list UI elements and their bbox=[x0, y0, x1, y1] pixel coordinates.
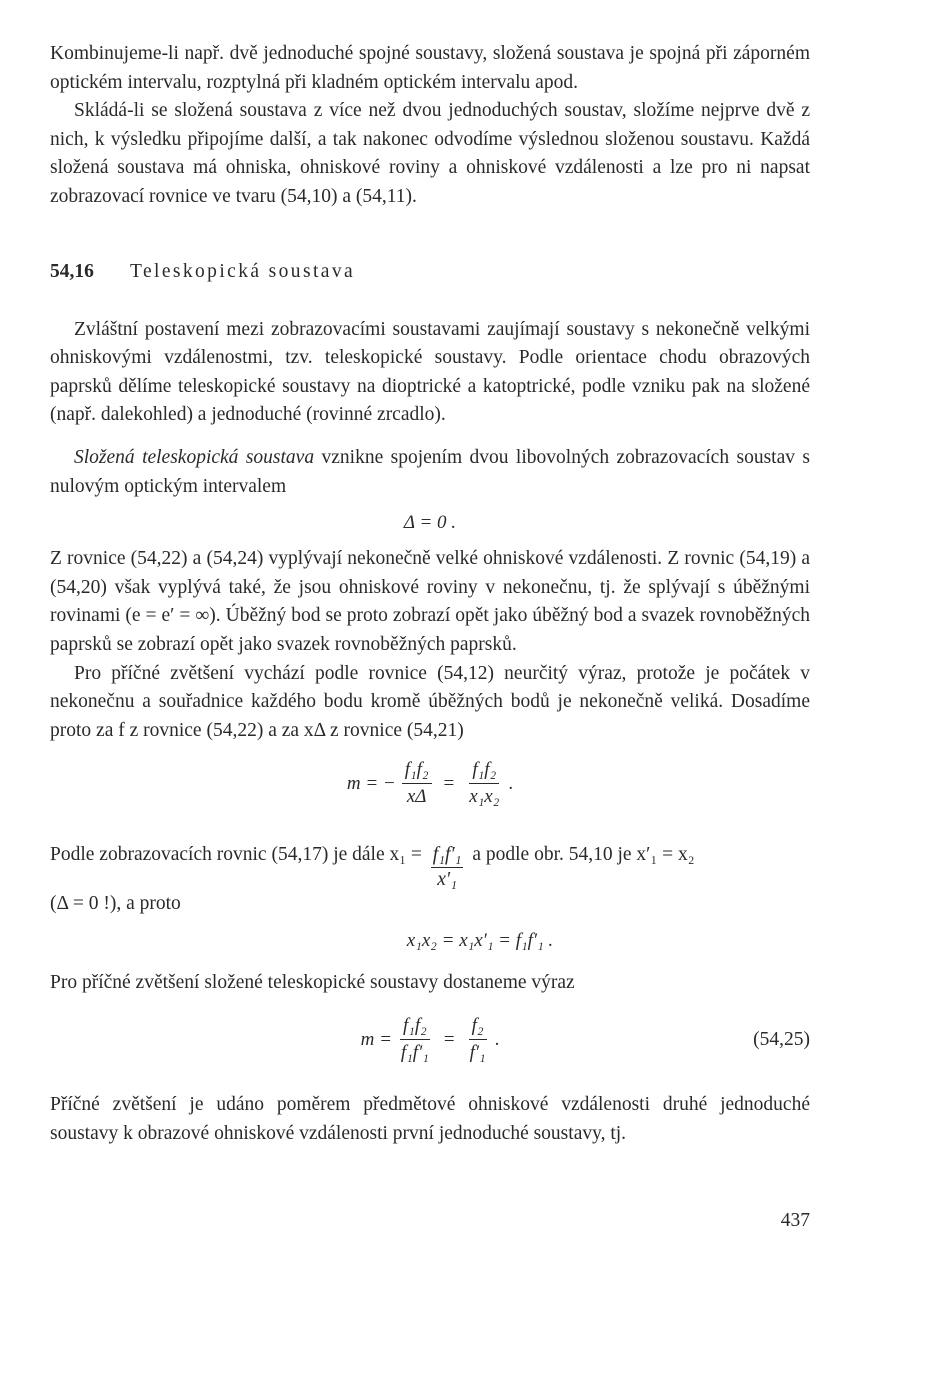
paragraph-5: Z rovnice (54,22) a (54,24) vyplývají nekonečně velké ohniskové vzdálenosti. Z rovnic (54,19) a (54,20) však vyplývá také, že jsou ohniskové roviny v nekonečnu, tj. že splývají s úběžnými rovinami (e = e′ = ∞). Úběžný bod se proto zobrazí opět jako úběžný bod a svazek rovnoběžných paprsků se zobrazí opět jako svazek rovnoběžných paprsků. bbox=[50, 548, 810, 655]
eq-m2-fraction-2 bbox=[467, 1013, 489, 1066]
equation-product: x₁x₂ = x₁x′₁ = f₁f′₁ . bbox=[406, 929, 554, 951]
paragraph-3: Zvláštní postavení mezi zobrazovacími soustavami zaujímají soustavy s nekonečně velkými ohniskovými vzdálenostmi, tzv. teleskopické soustavy. Podle orientace chodu obrazových paprsků dělíme teleskopické soustavy na dioptrické a katoptrické, podle vzniku pak na složené (např. dalekohled) a jednoduché (rovinné zrcadlo). bbox=[50, 318, 810, 426]
eq-m-frac1-denominator: xΔ bbox=[406, 786, 427, 808]
eq-m2-frac2-denominator: f′₁ bbox=[469, 1042, 486, 1064]
paragraph-1: Kombinujeme-li např. dvě jednoduché spojné soustavy, složená soustava je spojná při záporném optickém intervalu, rozptylná při kladném optickém intervalu apod. bbox=[50, 43, 810, 93]
section-number: 54,16 bbox=[50, 260, 94, 282]
eq-m-fraction-1 bbox=[402, 757, 432, 810]
eq-x1-fraction bbox=[431, 843, 464, 892]
page-number: 437 bbox=[780, 1210, 810, 1231]
equation-delta-zero: Δ = 0 . bbox=[403, 512, 457, 534]
paragraph-9: Pro příčné zvětšení složené teleskopické soustavy dostaneme výraz bbox=[50, 971, 575, 993]
eq-m2-period: . bbox=[494, 1028, 500, 1050]
section-title: Teleskopická soustava bbox=[130, 260, 356, 282]
eq-m2-lhs: m = bbox=[360, 1028, 392, 1050]
eq-m2-frac1-numerator: f₁f₂ bbox=[400, 1013, 430, 1040]
eq-x1-numerator: f₁f′₁ bbox=[431, 843, 464, 868]
eq-m2-equals: = bbox=[443, 1028, 455, 1050]
paragraph-4-text: vznikne spojením dvou libovolných zobrazovacích soustav s nulovým optickým intervalem bbox=[50, 446, 810, 497]
eq-m2-frac1-denominator: f₁f′₁ bbox=[400, 1042, 429, 1064]
section-heading bbox=[50, 258, 810, 286]
eq-m-frac1-numerator: f₁f₂ bbox=[402, 757, 432, 784]
eq-m-fraction-2 bbox=[466, 757, 502, 810]
eq-m-frac2-numerator: f₁f₂ bbox=[469, 757, 499, 784]
paragraph-7 bbox=[50, 831, 810, 891]
italic-term: Složená teleskopická soustava bbox=[74, 446, 315, 468]
eq-m2-frac2-numerator: f₂ bbox=[469, 1013, 487, 1040]
paragraph-6: Pro příčné zvětšení vychází podle rovnice (54,12) neurčitý výraz, protože je počátek v nekonečnu a souřadnice každého bodu kromě úběžných bodů je nekonečně veliká. Dosadíme proto za f z rovnice (54,22) a za xΔ z rovnice (54,21) bbox=[50, 662, 810, 741]
equation-54-25 bbox=[50, 1013, 810, 1075]
page bbox=[50, 40, 810, 1231]
eq-m-equals: = bbox=[443, 772, 455, 794]
eq-m-frac2-denominator: x₁x₂ bbox=[469, 786, 500, 808]
paragraph-4 bbox=[50, 444, 810, 501]
eq-m-period: . bbox=[508, 772, 514, 794]
equation-magnification bbox=[50, 757, 810, 819]
equation-number: (54,25) bbox=[753, 1029, 810, 1051]
eq-x1-denominator: x′₁ bbox=[437, 869, 457, 891]
paragraph-7-after: a podle obr. 54,10 je x′₁ = x₂ bbox=[472, 844, 695, 866]
paragraph-10: Příčné zvětšení je udáno poměrem předmětové ohniskové vzdálenosti druhé jednoduché soustavy k obrazové ohniskové vzdálenosti první jednoduché soustavy, tj. bbox=[50, 1094, 810, 1145]
eq-m-lhs: m = − bbox=[346, 772, 396, 794]
eq-m2-fraction-1 bbox=[398, 1013, 432, 1066]
paragraph-2: Skládá-li se složená soustava z více než dvou jednoduchých soustav, složíme nejprve dvě z nich, k výsledku připojíme další, a tak nakonec odvodíme výslednou složenou soustavu. Každá složená soustava má ohniska, ohniskové roviny a ohniskové vzdálenosti a lze pro ni napsat zobrazovací rovnice ve tvaru (54,10) a (54,11). bbox=[50, 100, 810, 207]
paragraph-7-before: Podle zobrazovacích rovnic (54,17) je dále x₁ = bbox=[50, 844, 422, 866]
paragraph-8: (Δ = 0 !), a proto bbox=[50, 893, 181, 915]
